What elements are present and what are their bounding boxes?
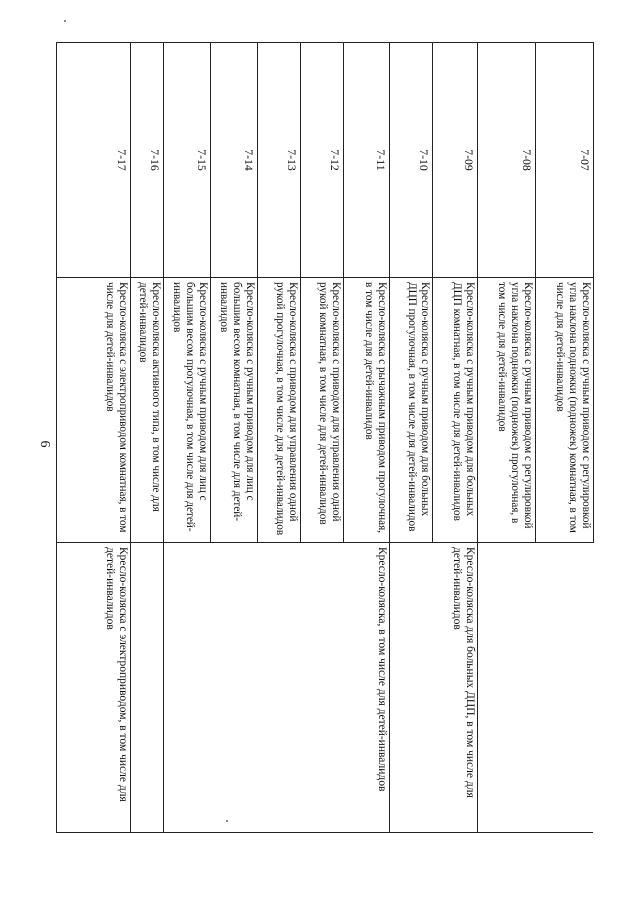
row-code: 7-09 <box>433 43 478 278</box>
table-row <box>433 43 478 833</box>
wheelchair-classification-table <box>56 42 594 833</box>
row-name: Кресло-коляска с приводом для управления одной рукой прогулочная, в том числе для детей-инвалидов <box>258 278 301 543</box>
row-code: 7-08 <box>478 43 536 278</box>
row-name: Кресло-коляска с приводом для управления одной рукой комнатная, в том числе для детей-инвалидов <box>301 278 344 543</box>
row-code: 7-15 <box>164 43 211 278</box>
table-row <box>131 43 164 833</box>
row-name: Кресло-коляска с рычажным приводом прогулочная, в том числе для детей-инвалидов <box>344 278 390 543</box>
row-name: Кресло-коляска активного типа, в том числе для детей-инвалидов <box>131 278 164 543</box>
row-code: 7-07 <box>536 43 594 278</box>
row-name: Кресло-коляска с ручным приводом для лиц с большим весом прогулочная, в том числе для детей-инвалидов <box>164 278 211 543</box>
row-name: Кресло-коляска с электроприводом комнатная, в том числе для детей-инвалидов <box>57 278 131 543</box>
scan-speck <box>226 820 228 822</box>
row-code: 7-16 <box>131 43 164 278</box>
group-cell-lever: Кресло-коляска, в том числе для детей-инвалидов <box>164 543 390 833</box>
group-cell-electric: Кресло-коляска с электроприводом, в том числе для детей-инвалидов <box>57 543 131 833</box>
row-code: 7-13 <box>258 43 301 278</box>
page-number: 6 <box>37 440 52 448</box>
row-name: Кресло-коляска с ручным приводом для больных ДЦП прогулочная, в том числе для детей-инвалидов <box>390 278 433 543</box>
scan-speck <box>64 20 66 22</box>
row-code: 7-14 <box>211 43 258 278</box>
row-name: Кресло-коляска с ручным приводом для больных ДЦП комнатная, в том числе для детей-инвалидов <box>433 278 478 543</box>
table-row <box>344 43 390 833</box>
row-code: 7-10 <box>390 43 433 278</box>
row-name: Кресло-коляска с ручным приводом с регулировкой угла наклона подножки (подножек) комнатная, в том числе для детей-инвалидов <box>536 278 594 543</box>
table-row <box>536 43 594 833</box>
row-code: 7-12 <box>301 43 344 278</box>
row-code: 7-17 <box>57 43 131 278</box>
row-name: Кресло-коляска с ручным приводом для лиц с большим весом комнатная, в том числе для детей-инвалидов <box>211 278 258 543</box>
group-cell-empty <box>131 543 164 833</box>
table-row <box>57 43 131 833</box>
group-cell-dcp: Кресло-коляска для больных ДЦП, в том числе для детей-инвалидов <box>390 543 478 833</box>
group-cell-empty <box>478 543 594 833</box>
row-name: Кресло-коляска с ручным приводом с регулировкой угла наклона подножки (подножек) прогулочная, в том числе для детей-инвалидов <box>478 278 536 543</box>
rotated-table-container <box>57 42 594 832</box>
row-code: 7-11 <box>344 43 390 278</box>
